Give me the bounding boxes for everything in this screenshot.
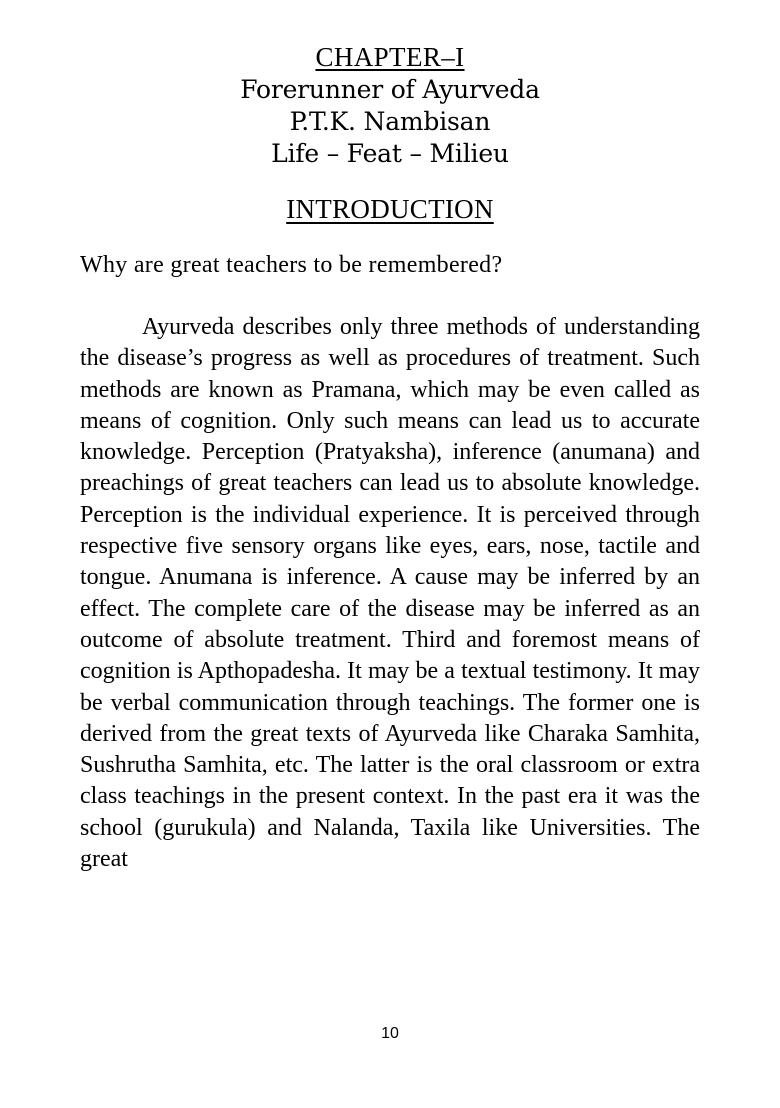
chapter-author: P.T.K. Nambisan: [289, 107, 491, 136]
page-number: 10: [381, 1025, 399, 1042]
body-paragraph: Ayurveda describes only three methods of understanding the disease’s progress as well as procedures of treatment. Such methods are known as Pramana, which may be even called as means of cognition. Only such means can lead us to accurate knowledge. Perception (Pratyaksha), inference (anumana) and preachings of great teachers can lead us to absolute knowledge. Perception is the individual experience. It is perceived through respective five sensory organs like eyes, ears, nose, tactile and tongue. Anumana is inference. A cause may be inferred by an effect. The complete care of the disease may be inferred as an outcome of absolute treatment. Third and foremost means of cognition is Apthopadesha. It may be a textual testimony. It may be verbal communication through teachings. The former one is derived from the great texts of Ayurveda like Charaka Samhita, Sushrutha Samhita, etc. The latter is the oral classroom or extra class teachings in the present context. In the past era it was the school (gurukula) and Nalanda, Taxila like Universities. The great: [80, 314, 700, 873]
chapter-label: CHAPTER–I: [315, 42, 465, 72]
lead-question: Why are great teachers to be remembered?: [80, 252, 503, 278]
chapter-heading-block: [80, 40, 700, 170]
section-heading-introduction: INTRODUCTION: [286, 194, 494, 224]
chapter-subtitle: Life – Feat – Milieu: [271, 139, 509, 168]
body-column: [80, 250, 700, 907]
chapter-title: Forerunner of Ayurveda: [240, 75, 540, 104]
